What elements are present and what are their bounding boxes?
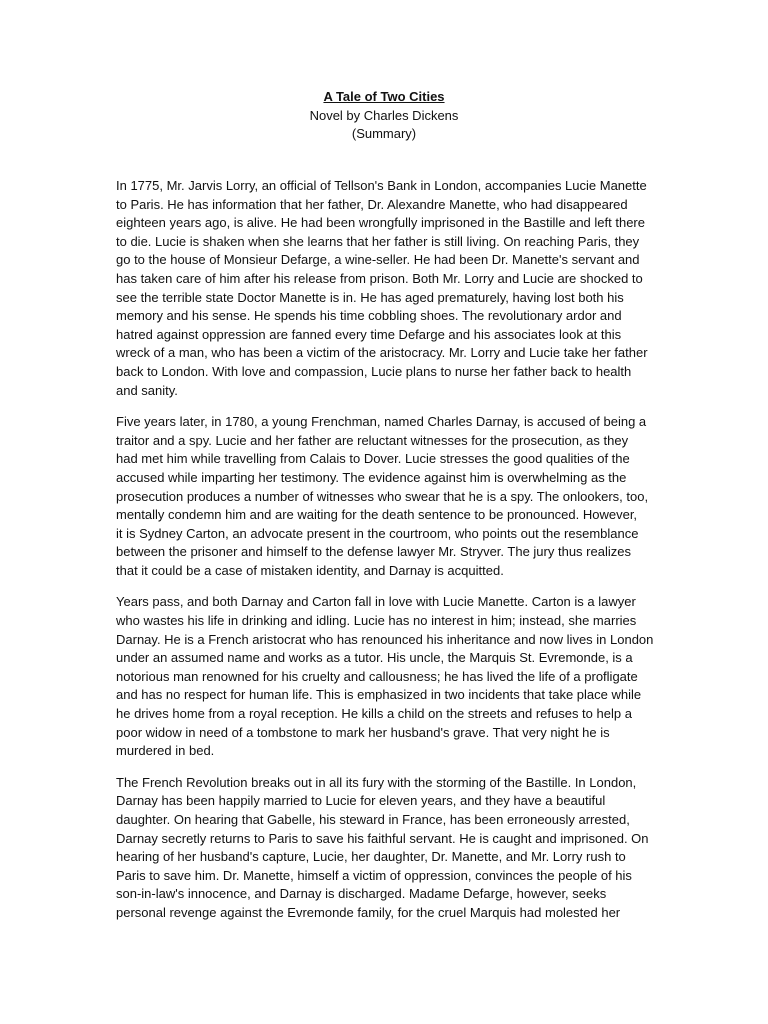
paragraph-line: had met him while travelling from Calais to Dover. Lucie stresses the good qualities of the (116, 451, 630, 467)
paragraph-line: Paris to save him. Dr. Manette, himself a victim of oppression, convinces the people of his (116, 867, 632, 883)
paragraph-line: under an assumed name and works as a tutor. His uncle, the Marquis St. Evremonde, is a (116, 650, 633, 666)
paragraph-line: son-in-law's innocence, and Darnay is discharged. Madame Defarge, however, seeks (116, 886, 607, 902)
paragraph-line: and has no respect for human life. This is emphasized in two incidents that take place while (116, 687, 642, 703)
paragraph-4 (116, 774, 652, 923)
paragraph-line: Darnay. He is a French aristocrat who has renounced his inheritance and now lives in London (116, 631, 654, 647)
paragraph-line: see the terrible state Doctor Manette is in. He has aged prematurely, having lost both his (116, 289, 624, 305)
paragraph-2 (116, 413, 652, 580)
paragraph-line: poor widow in need of a tombstone to mark her husband's grave. That very night he is (116, 724, 610, 740)
document-title: A Tale of Two Cities (323, 89, 445, 104)
paragraph-line: he drives home from a royal reception. He kills a child on the streets and refuses to help a (116, 706, 632, 722)
document-header (0, 88, 768, 144)
paragraph-line: to die. Lucie is shaken when she learns that her father is still living. On reaching Paris, they (116, 233, 640, 249)
paragraph-line: wreck of a man, who has been a victim of the aristocracy. Mr. Lorry and Lucie take her father (116, 345, 648, 361)
paragraph-line: daughter. On hearing that Gabelle, his steward in France, has been erroneously arrested, (116, 812, 630, 827)
paragraph-line: that it could be a case of mistaken identity, and Darnay is acquitted. (116, 562, 504, 578)
paragraph-line: murdered in bed. (116, 743, 215, 759)
paragraph-line: to Paris. He has information that her father, Dr. Alexandre Manette, who had disappeared (116, 196, 628, 212)
paragraph-line: Darnay has been happily married to Lucie for eleven years, and they have a beautiful (116, 793, 606, 809)
paragraph-line: Five years later, in 1780, a young Frenchman, named Charles Darnay, is accused of being a (116, 414, 647, 430)
paragraph-line: personal revenge against the Evremonde family, for the cruel Marquis had molested her (116, 904, 621, 920)
paragraph-line: it is Sydney Carton, an advocate present in the courtroom, who points out the resemblance (116, 525, 639, 541)
document-subtitle: Novel by Charles Dickens (309, 107, 459, 123)
paragraph-line: eighteen years ago, is alive. He had been wrongfully imprisoned in the Bastille and left there (116, 215, 645, 231)
paragraph-line: Darnay secretly returns to Paris to save his faithful servant. He is caught and imprisoned. On (116, 830, 649, 846)
paragraph-line: accused while imparting her testimony. The evidence against him is overwhelming as the (116, 469, 627, 485)
paragraph-line: prosecution produces a number of witnesses who swear that he is a spy. The onlookers, too, (116, 488, 649, 504)
paragraph-line: hatred against oppression are fanned every time Defarge and his associates look at this (116, 326, 622, 342)
paragraph-line: who wastes his life in drinking and idling. Lucie has no interest in him; instead, she marries (116, 613, 637, 629)
paragraph-line: and sanity. (116, 382, 178, 398)
paragraph-line: back to London. With love and compassion, Lucie plans to nurse her father back to health (116, 363, 632, 379)
paragraph-line: The French Revolution breaks out in all its fury with the storming of the Bastille. In London, (116, 774, 637, 790)
paragraph-line: Years pass, and both Darnay and Carton fall in love with Lucie Manette. Carton is a lawyer (116, 594, 636, 610)
paragraph-line: has taken care of him after his release from prison. Both Mr. Lorry and Lucie are shocked to (116, 270, 643, 286)
paragraph-1 (116, 177, 652, 400)
paragraph-line: notorious man renowned for his cruelty and callousness; he has lived the life of a profligate (116, 668, 638, 684)
paragraph-line: traitor and a spy. Lucie and her father are reluctant witnesses for the prosecution, as they (116, 432, 629, 448)
paragraph-line: hearing of her husband's capture, Lucie, her daughter, Dr. Manette, and Mr. Lorry rush to (116, 849, 626, 865)
paragraph-line: mentally condemn him and are waiting for the death sentence to be pronounced. However, (116, 507, 638, 523)
paragraph-line: go to the house of Monsieur Defarge, a wine-seller. He had been Dr. Manette's servant and (116, 252, 640, 268)
paragraph-line: memory and his sense. He spends his time cobbling shoes. The revolutionary ardor and (116, 308, 622, 324)
paragraph-line: between the prisoner and himself to the defense lawyer Mr. Stryver. The jury thus realizes (116, 544, 631, 560)
paragraph-3 (116, 593, 652, 760)
document-body (116, 177, 652, 936)
paragraph-line: In 1775, Mr. Jarvis Lorry, an official of Tellson's Bank in London, accompanies Lucie Manette (116, 178, 647, 193)
document-note: (Summary) (351, 126, 417, 142)
